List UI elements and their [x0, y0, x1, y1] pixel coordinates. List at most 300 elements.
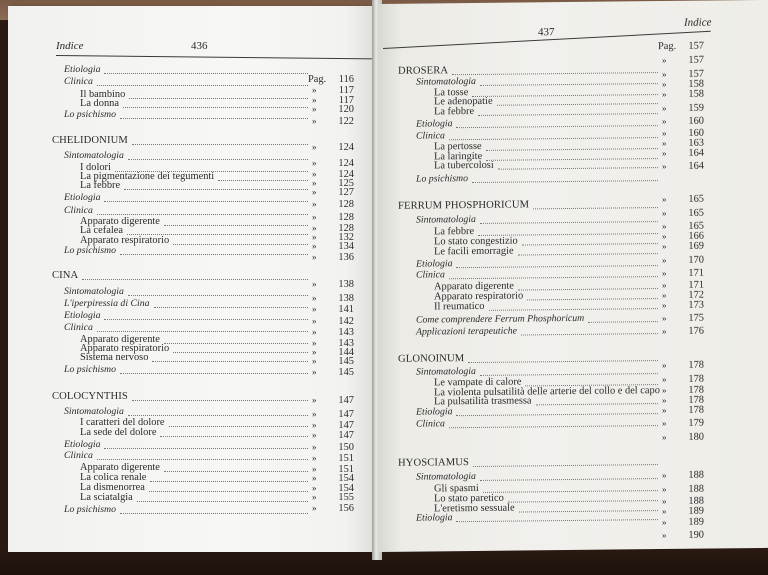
index-entry	[64, 450, 93, 461]
ditto-mark: »	[662, 279, 667, 291]
page-number-ref: 122	[338, 116, 354, 127]
page-ref	[662, 374, 704, 385]
index-entry	[416, 419, 445, 430]
page-number-ref: 157	[688, 40, 704, 52]
page-ref	[662, 208, 704, 219]
ditto-mark: »	[662, 483, 667, 495]
page-ref	[312, 212, 354, 223]
page-ref	[662, 517, 704, 528]
index-entry	[64, 322, 93, 333]
page-ref	[312, 442, 354, 453]
ditto-mark: »	[662, 254, 667, 266]
dot-leader	[149, 490, 308, 492]
page-number-ref: 124	[338, 142, 354, 153]
dot-leader	[173, 351, 308, 353]
entry-label: La pigmentazione dei tegumenti	[80, 171, 215, 182]
page-ref	[662, 470, 704, 481]
page-number-ref: 180	[688, 431, 704, 443]
page-ref	[312, 241, 354, 252]
page-number-ref: 158	[688, 78, 704, 90]
page-number-ref: 159	[688, 102, 704, 114]
index-entry	[64, 364, 116, 375]
page-ref	[662, 194, 704, 205]
index-entry	[416, 259, 452, 270]
dot-leader	[97, 213, 308, 215]
ditto-mark: »	[312, 158, 317, 168]
ditto-mark: »	[312, 279, 317, 289]
ditto-mark: »	[312, 347, 317, 357]
ditto-mark: »	[312, 85, 317, 95]
index-entry	[64, 298, 150, 309]
ditto-mark: »	[662, 220, 667, 232]
page-ref	[312, 327, 354, 338]
page-number-ref: 157	[688, 68, 704, 80]
dot-leader	[160, 435, 308, 437]
ditto-mark: »	[312, 338, 317, 348]
index-entry	[416, 119, 452, 130]
ditto-mark: »	[312, 420, 317, 430]
entry-label: Clinica	[64, 205, 93, 216]
page-number-ref: 143	[338, 327, 354, 338]
ditto-mark: »	[662, 373, 667, 385]
index-entry	[64, 406, 124, 417]
dot-leader	[480, 83, 658, 87]
dot-leader	[478, 112, 658, 116]
page-number-ref: 160	[688, 115, 704, 127]
dot-leader	[483, 489, 658, 493]
dot-leader	[120, 253, 308, 255]
page-number-ref: 136	[338, 252, 354, 263]
page-number-ref: 124	[338, 169, 354, 180]
entry-label: Clinica	[416, 130, 445, 143]
page-number-ref: 179	[688, 417, 704, 429]
entry-label: Come comprendere Ferrum Phosphoricum	[416, 313, 585, 327]
entry-label: Etiologia	[64, 439, 101, 450]
entry-label: Le adenopatie	[434, 95, 493, 108]
entry-label: Sintomatologia	[416, 214, 476, 227]
running-head: Indice	[684, 16, 712, 29]
page-number-ref: 154	[338, 483, 354, 494]
entry-label: FERRUM PHOSPHORICUM	[398, 199, 530, 212]
ditto-mark: »	[662, 88, 667, 100]
entry-label: Etiologia	[64, 192, 101, 203]
dot-leader	[480, 221, 658, 225]
entry-label: La donna	[80, 98, 119, 109]
ditto-mark: Pag.	[308, 74, 327, 85]
page-number-ref: 175	[688, 312, 704, 324]
entry-label: Apparato digerente	[80, 462, 160, 473]
page-ref	[662, 55, 704, 66]
dot-leader	[132, 143, 308, 145]
page-ref	[662, 255, 704, 266]
page-number-ref: 132	[338, 232, 354, 243]
dot-leader	[456, 265, 658, 269]
index-entry	[64, 245, 116, 256]
index-entry	[64, 310, 100, 321]
dot-leader	[519, 509, 658, 512]
entry-label: Etiologia	[416, 512, 453, 525]
page-number-ref: 141	[338, 304, 354, 315]
entry-label: Apparato digerente	[80, 334, 160, 345]
index-entry	[80, 98, 119, 109]
index-entry	[80, 427, 156, 438]
entry-label: Etiologia	[416, 258, 453, 271]
dot-leader	[533, 206, 658, 209]
table-surface-bottom	[0, 548, 768, 575]
index-entry	[64, 439, 100, 450]
page-number-ref: 143	[338, 338, 354, 349]
page-ref	[312, 430, 354, 441]
ditto-mark: »	[662, 102, 667, 114]
ditto-mark: »	[312, 169, 317, 179]
page-ref	[312, 367, 354, 378]
dot-leader	[472, 180, 658, 184]
ditto-mark: »	[312, 464, 317, 474]
page-ref	[662, 326, 704, 337]
entry-label: GLONOINUM	[398, 352, 465, 365]
ditto-mark: »	[662, 137, 667, 149]
dot-leader	[97, 458, 308, 460]
page-number-ref: 147	[338, 430, 354, 441]
page-ref	[312, 279, 354, 290]
page-number-ref: 154	[338, 473, 354, 484]
page-number-ref: 145	[338, 367, 354, 378]
page-ref	[312, 356, 354, 367]
page-number-ref: 128	[338, 199, 354, 210]
ditto-mark: »	[312, 453, 317, 463]
ditto-mark: »	[312, 483, 317, 493]
entry-label: Apparato respiratorio	[80, 235, 170, 246]
dot-leader	[522, 242, 658, 245]
page-ref	[662, 89, 704, 100]
ditto-mark: »	[662, 431, 667, 443]
index-entry	[64, 504, 116, 515]
entry-label: Lo psichismo	[416, 173, 468, 186]
page-ref	[312, 316, 354, 327]
ditto-mark: »	[312, 395, 317, 405]
ditto-mark: »	[312, 503, 317, 513]
entry-label: Etiologia	[64, 64, 101, 75]
page-number-ref: 171	[688, 267, 704, 279]
dot-leader	[472, 93, 658, 97]
ditto-mark: »	[312, 327, 317, 337]
entry-label: Lo psichismo	[64, 364, 116, 375]
entry-label: La febbre	[80, 180, 121, 191]
page-ref	[308, 74, 354, 85]
dot-leader	[128, 294, 308, 296]
index-entry	[398, 199, 529, 211]
dot-leader	[123, 106, 308, 108]
page-number-ref: 124	[338, 158, 354, 169]
page-number-ref: 164	[688, 147, 704, 159]
dot-leader	[129, 97, 308, 99]
page-number-ref: 165	[688, 207, 704, 219]
dot-leader	[518, 287, 658, 290]
index-entry	[416, 513, 452, 524]
page-ref	[662, 432, 704, 443]
entry-label: CHELIDONIUM	[52, 135, 128, 146]
index-entry	[64, 76, 93, 87]
page-number: 436	[191, 40, 208, 52]
dot-leader	[120, 512, 308, 514]
entry-label: La colica renale	[80, 472, 147, 483]
ditto-mark: »	[662, 404, 667, 416]
ditto-mark: »	[312, 442, 317, 452]
entry-label: Sintomatologia	[64, 406, 124, 417]
entry-label: Applicazioni terapeutiche	[416, 325, 517, 339]
dot-leader	[456, 519, 658, 523]
page-number-ref: 165	[688, 220, 704, 232]
ditto-mark: »	[662, 160, 667, 172]
page-number-ref: 120	[338, 104, 354, 115]
page-number-ref: 156	[338, 503, 354, 514]
ditto-mark: »	[312, 95, 317, 105]
page-number-ref: 151	[338, 464, 354, 475]
page-number-ref: 178	[688, 404, 704, 416]
index-entry	[434, 106, 474, 117]
entry-label: Il bambino	[80, 89, 126, 100]
ditto-mark: »	[662, 267, 667, 279]
index-entry	[416, 326, 517, 338]
ditto-mark: »	[662, 505, 667, 517]
page-ref	[658, 40, 704, 53]
page-number-ref: 144	[338, 347, 354, 358]
dot-leader	[164, 470, 308, 472]
index-entry	[416, 214, 476, 226]
ditto-mark: »	[662, 193, 667, 205]
page-ref	[662, 161, 704, 172]
page-ref	[312, 104, 354, 115]
dot-leader	[137, 500, 308, 502]
page-number-ref: 160	[688, 127, 704, 139]
dot-leader	[169, 425, 308, 427]
dot-leader	[128, 158, 308, 160]
ditto-mark: »	[312, 367, 317, 377]
page-number-ref: 128	[338, 223, 354, 234]
page-number-ref: 117	[338, 95, 354, 106]
dot-leader	[173, 243, 308, 245]
page-number-ref: 165	[688, 193, 704, 205]
page-ref	[662, 484, 704, 495]
index-entry	[52, 270, 78, 281]
entry-label: Clinica	[416, 418, 445, 431]
page-ref	[312, 395, 354, 406]
index-entry	[398, 65, 448, 77]
running-head: Indice	[56, 40, 84, 52]
dot-leader	[489, 307, 659, 311]
dot-leader	[120, 372, 308, 374]
dot-leader	[132, 399, 308, 401]
ditto-mark: »	[312, 252, 317, 262]
page-ref	[312, 116, 354, 127]
dot-leader	[97, 84, 308, 86]
index-entry	[64, 150, 124, 161]
dot-leader	[498, 166, 658, 170]
dot-leader	[588, 321, 658, 324]
dot-leader	[521, 333, 658, 336]
page-number-ref: 150	[338, 442, 354, 453]
page-number-ref: 172	[688, 289, 704, 301]
page-ref	[312, 409, 354, 420]
dot-leader	[218, 179, 308, 181]
page-ref	[312, 199, 354, 210]
entry-label: I dolori	[80, 162, 111, 173]
entry-label: Clinica	[64, 76, 93, 87]
dot-leader	[449, 425, 658, 429]
page-ref	[662, 300, 704, 311]
page-number-ref: 171	[688, 279, 704, 291]
entry-label: La dismenorrea	[80, 482, 145, 493]
ditto-mark: »	[662, 68, 667, 80]
ditto-mark: »	[312, 356, 317, 366]
page-number-ref: 155	[338, 492, 354, 503]
dot-leader	[480, 478, 658, 482]
entry-label: La violenta pulsatilità delle arterie del collo e del capo	[434, 385, 660, 399]
page-number-ref: 164	[688, 160, 704, 172]
page-number: 437	[538, 26, 555, 39]
entry-label: La pulsatilità trasmessa	[434, 395, 532, 408]
entry-label: L'eretismo sessuale	[434, 502, 515, 515]
page-number-ref: 138	[338, 279, 354, 290]
dot-leader	[164, 224, 308, 226]
page-number-ref: 147	[338, 409, 354, 420]
dot-leader	[120, 117, 308, 119]
ditto-mark: »	[312, 232, 317, 242]
index-entry	[80, 180, 120, 191]
entry-label: COLOCYNTHIS	[52, 391, 128, 402]
entry-label: L'iperpiressia di Cina	[64, 298, 150, 309]
page-ref	[312, 492, 354, 503]
entry-label: Apparato digerente	[80, 216, 160, 227]
index-entry	[398, 353, 464, 365]
dot-leader	[497, 102, 658, 106]
page-ref	[662, 360, 704, 371]
index-entry	[434, 246, 514, 258]
ditto-mark: »	[662, 325, 667, 337]
page-number-ref: 125	[338, 178, 354, 189]
dot-leader	[82, 278, 308, 280]
entry-label: Gli spasmi	[434, 483, 479, 495]
page-ref	[662, 530, 704, 541]
page-number-ref: 188	[688, 495, 704, 507]
entry-label: Le facili emorragie	[434, 245, 514, 258]
ditto-mark: »	[312, 293, 317, 303]
page-number-ref: 134	[338, 241, 354, 252]
entry-label: La febbre	[434, 106, 475, 118]
page-number-ref: 188	[688, 483, 704, 495]
index-entry	[64, 286, 124, 297]
dot-leader	[128, 414, 308, 416]
entry-label: Etiologia	[416, 406, 453, 419]
page-number-ref: 178	[688, 394, 704, 406]
header-rule	[56, 55, 374, 59]
entry-label: Sintomatologia	[64, 150, 124, 161]
right-page	[378, 0, 768, 552]
ditto-mark: »	[662, 289, 667, 301]
left-page	[8, 6, 376, 552]
page-number-ref: 157	[688, 54, 704, 66]
dot-leader	[154, 306, 308, 308]
page-ref	[312, 187, 354, 198]
ditto-mark: »	[312, 304, 317, 314]
ditto-mark: Pag.	[658, 40, 677, 53]
index-entry	[80, 352, 148, 363]
entry-label: La pertosse	[434, 140, 482, 153]
index-entry	[416, 173, 468, 185]
page-number-ref: 189	[688, 505, 704, 517]
dot-leader	[486, 157, 658, 161]
entry-label: Sintomatologia	[64, 286, 124, 297]
index-entry	[416, 471, 476, 483]
entry-label: La cefalea	[80, 225, 123, 236]
page-number-ref: 147	[338, 420, 354, 431]
page-ref	[312, 293, 354, 304]
dot-leader	[104, 318, 308, 320]
ditto-mark: »	[312, 212, 317, 222]
entry-label: Lo stato congestizio	[434, 235, 518, 248]
page-ref	[662, 241, 704, 252]
page-number-ref: 158	[688, 88, 704, 100]
index-entry	[434, 160, 494, 172]
index-entry	[416, 270, 445, 281]
page-number-ref: 166	[688, 230, 704, 242]
dot-leader	[486, 147, 658, 151]
page-ref	[312, 252, 354, 263]
page-number-ref: 178	[688, 373, 704, 385]
ditto-mark: »	[312, 104, 317, 114]
entry-label: La tubercolosi	[434, 159, 494, 172]
dot-leader	[97, 330, 308, 332]
ditto-mark: »	[662, 529, 667, 541]
dot-leader	[150, 480, 308, 482]
entry-label: Lo psichismo	[64, 109, 116, 120]
entry-label: Sintomatologia	[416, 76, 476, 89]
entry-label: HYOSCIAMUS	[398, 456, 470, 469]
index-entry	[434, 301, 485, 313]
dot-leader	[452, 71, 658, 75]
ditto-mark: »	[312, 223, 317, 233]
entry-label: Il reumatico	[434, 300, 485, 313]
ditto-mark: »	[662, 54, 667, 66]
entry-label: La sede del dolore	[80, 427, 157, 438]
page-number-ref: 128	[338, 212, 354, 223]
ditto-mark: »	[662, 230, 667, 242]
ditto-mark: »	[312, 241, 317, 251]
dot-leader	[468, 359, 658, 363]
page-number-ref: 178	[688, 359, 704, 371]
entry-label: Clinica	[416, 269, 445, 282]
dot-leader	[104, 447, 308, 449]
page-number-ref: 173	[688, 299, 704, 311]
ditto-mark: »	[662, 147, 667, 159]
ditto-mark: »	[312, 199, 317, 209]
dot-leader	[104, 200, 308, 202]
page-number-ref: 178	[688, 384, 704, 396]
index-entry	[52, 135, 128, 146]
dot-leader	[508, 499, 658, 503]
page-number-ref: 127	[338, 187, 354, 198]
dot-leader	[104, 72, 308, 74]
index-entry	[52, 391, 128, 402]
ditto-mark: »	[312, 430, 317, 440]
entry-label: Etiologia	[64, 310, 101, 321]
ditto-mark: »	[312, 492, 317, 502]
entry-label: La tosse	[434, 87, 469, 99]
entry-label: Lo stato paretico	[434, 492, 504, 505]
ditto-mark: »	[312, 187, 317, 197]
page-ref	[662, 148, 704, 159]
dot-leader	[124, 188, 308, 190]
